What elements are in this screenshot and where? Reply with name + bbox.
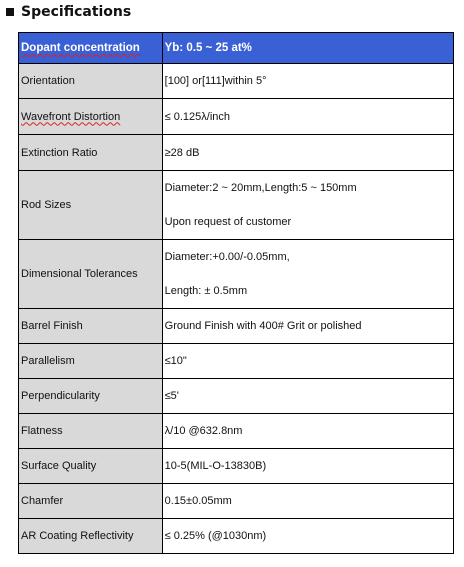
row-value-line: Upon request of customer	[164, 216, 292, 228]
row-label: Dimensional Tolerances	[19, 240, 163, 309]
row-label: Surface Quality	[19, 449, 163, 484]
row-label: Chamfer	[19, 484, 163, 519]
table-row	[19, 99, 454, 135]
table-row	[19, 135, 454, 171]
table-row	[19, 240, 454, 309]
table-row	[19, 309, 454, 344]
row-value-line: Length: ± 0.5mm	[164, 285, 248, 297]
row-value-cell	[162, 171, 453, 240]
table-row	[19, 379, 454, 414]
row-value: 10-5(MIL-O-13830B)	[162, 449, 453, 484]
row-value-line: Diameter:+0.00/-0.05mm,	[164, 251, 290, 263]
row-value-line: Diameter:2 ~ 20mm,Length:5 ~ 150mm	[164, 182, 357, 194]
specifications-table	[18, 32, 454, 554]
table-row	[19, 64, 454, 99]
table-header-row	[19, 33, 454, 64]
row-value: ≥28 dB	[162, 135, 453, 171]
header-value: Yb: 0.5 ~ 25 at%	[164, 42, 252, 54]
row-value-cell	[162, 240, 453, 309]
row-label: AR Coating Reflectivity	[19, 519, 163, 554]
table-row	[19, 484, 454, 519]
header-label: Dopant concentration	[21, 42, 140, 54]
section-heading	[4, 2, 131, 22]
header-value-cell	[162, 33, 453, 64]
header-label-cell	[19, 33, 163, 64]
row-label: Flatness	[19, 414, 163, 449]
row-label: Perpendicularity	[19, 379, 163, 414]
table-row	[19, 414, 454, 449]
row-value: Ground Finish with 400# Grit or polished	[162, 309, 453, 344]
row-label: Rod Sizes	[19, 171, 163, 240]
row-value: ≤5'	[162, 379, 453, 414]
row-label: Extinction Ratio	[19, 135, 163, 171]
row-value: λ/10 @632.8nm	[162, 414, 453, 449]
table-row	[19, 449, 454, 484]
table-row	[19, 171, 454, 240]
row-value: [100] or[111]within 5°	[162, 64, 453, 99]
table-row	[19, 344, 454, 379]
table-row	[19, 519, 454, 554]
row-value: 0.15±0.05mm	[162, 484, 453, 519]
section-title: Specifications	[21, 4, 132, 20]
row-value: ≤ 0.25% (@1030nm)	[162, 519, 453, 554]
row-value: ≤ 0.125λ/inch	[162, 99, 453, 135]
row-label: Wavefront Distortion	[21, 110, 121, 123]
square-bullet-icon	[6, 8, 14, 16]
row-label: Parallelism	[19, 344, 163, 379]
row-label: Barrel Finish	[19, 309, 163, 344]
row-value: ≤10"	[162, 344, 453, 379]
row-label-cell	[19, 99, 163, 135]
row-label: Orientation	[19, 64, 163, 99]
